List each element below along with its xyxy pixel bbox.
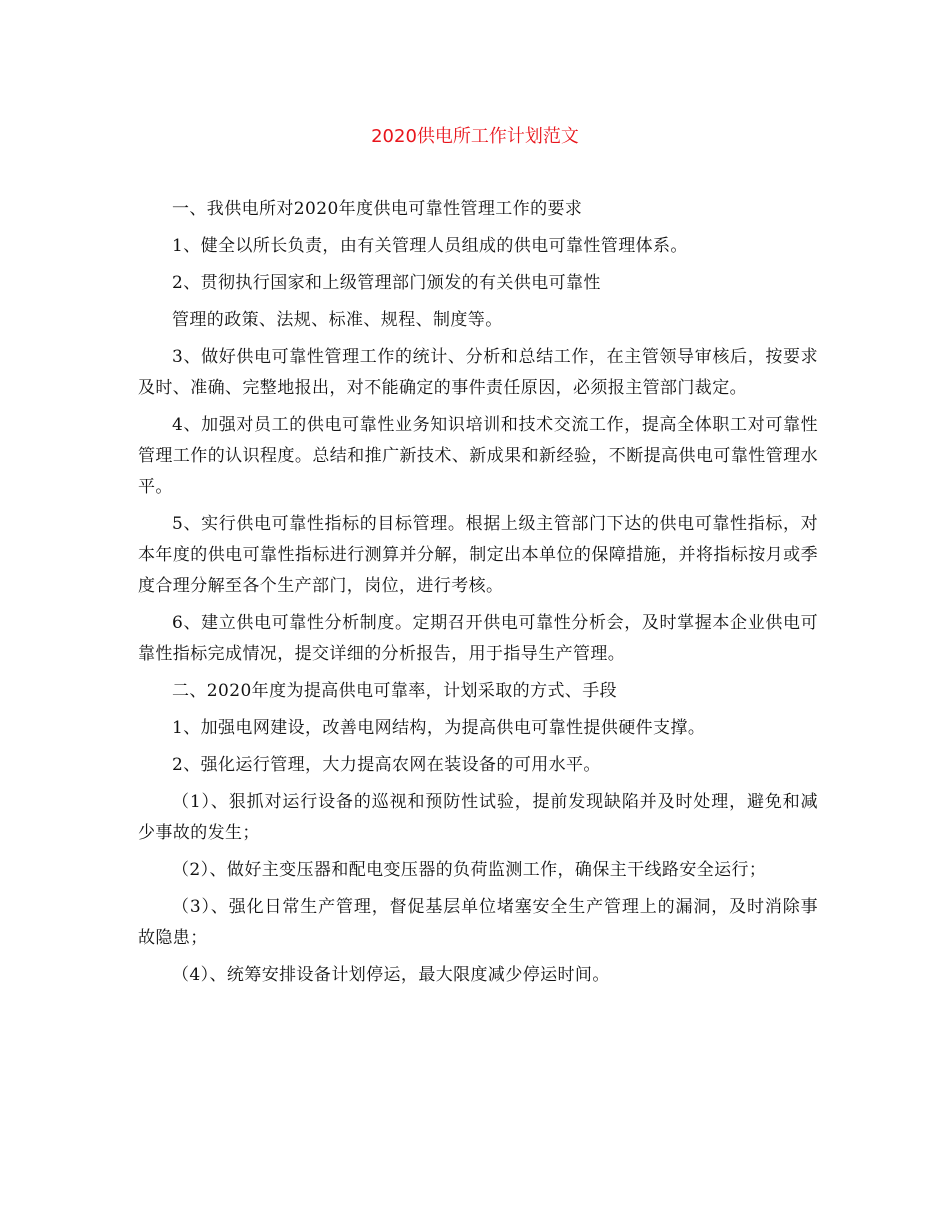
paragraph-2-2-item-4: （4）、统筹安排设备计划停运，最大限度减少停运时间。 [172, 965, 610, 985]
paragraph-1-2-continued: 管理的政策、法规、标准、规程、制度等。 [172, 310, 503, 330]
paragraph-1-5: 5、实行供电可靠性指标的目标管理。根据上级主管部门下达的供电可靠性指标，对本年度的供电可靠性指标进行测算并分解，制定出本单位的保障措施，并将指标按月或季度合理分解至各个生产部门，岗位，进行考核。 [138, 514, 818, 596]
section-heading-2: 二、2020年度为提高供电可靠率，计划采取的方式、手段 [172, 681, 618, 701]
paragraph-2-2-item-1: （1）、狠抓对运行设备的巡视和预防性试验，提前发现缺陷并及时处理，避免和减少事故的发生； [138, 792, 818, 843]
paragraph-2-2-item-3: （3）、强化日常生产管理，督促基层单位堵塞安全生产管理上的漏洞，及时消除事故隐患； [138, 897, 818, 948]
paragraph-1-3: 3、做好供电可靠性管理工作的统计、分析和总结工作，在主管领导审核后，按要求及时、准确、完整地报出，对不能确定的事件责任原因，必须报主管部门裁定。 [138, 347, 818, 398]
paragraph-2-1: 1、加强电网建设，改善电网结构，为提高供电可靠性提供硬件支撑。 [172, 718, 706, 738]
paragraph-1-6: 6、建立供电可靠性分析制度。定期召开供电可靠性分析会，及时掌握本企业供电可靠性指标完成情况，提交详细的分析报告，用于指导生产管理。 [138, 613, 818, 664]
paragraph-2-2: 2、强化运行管理，大力提高农网在装设备的可用水平。 [172, 755, 601, 775]
paragraph-2-2-item-2: （2）、做好主变压器和配电变压器的负荷监测工作，确保主干线路安全运行； [172, 860, 767, 880]
paragraph-1-1: 1、健全以所长负责，由有关管理人员组成的供电可靠性管理体系。 [172, 236, 688, 256]
document-title: 2020供电所工作计划范文 [371, 126, 579, 147]
paragraph-1-2: 2、贯彻执行国家和上级管理部门颁发的有关供电可靠性 [172, 273, 601, 293]
paragraph-1-4: 4、加强对员工的供电可靠性业务知识培训和技术交流工作，提高全体职工对可靠性管理工作的认识程度。总结和推广新技术、新成果和新经验，不断提高供电可靠性管理水平。 [138, 415, 818, 497]
document-body [138, 194, 818, 997]
section-heading-1: 一、我供电所对2020年度供电可靠性管理工作的要求 [172, 199, 583, 219]
